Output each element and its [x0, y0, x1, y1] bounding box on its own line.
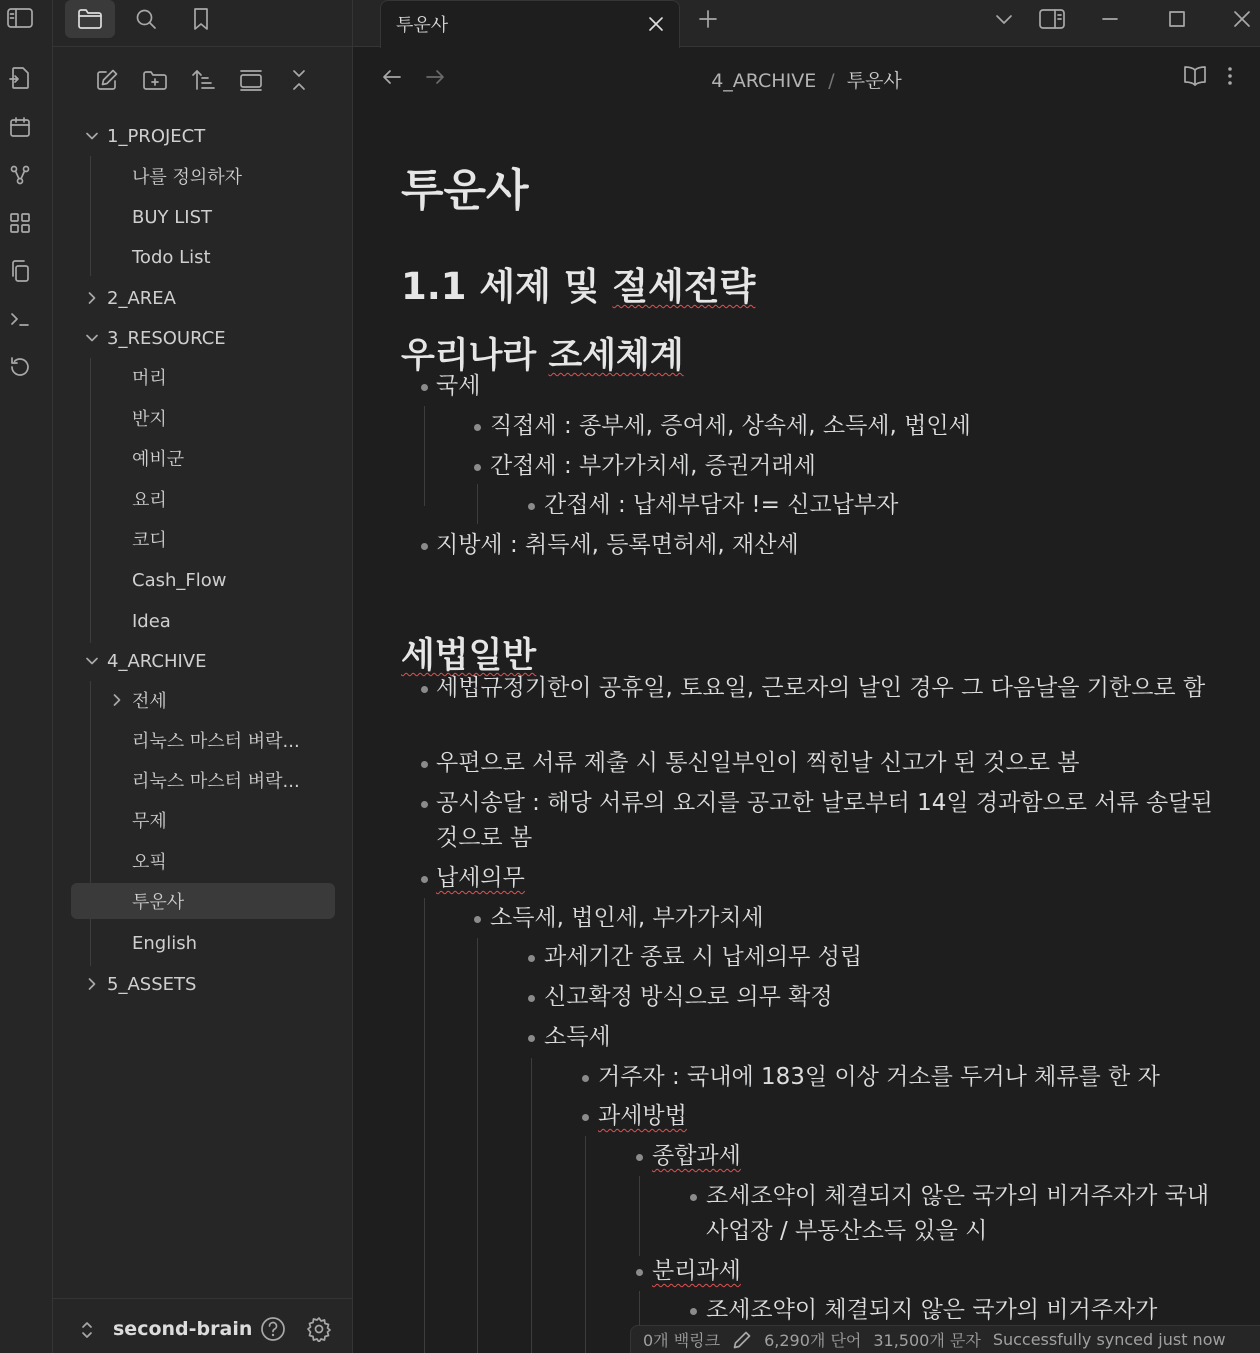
bullet	[421, 801, 428, 808]
bullet	[528, 1035, 535, 1042]
folder-label: 3_RESOURCE	[107, 327, 226, 349]
chevron-right-icon	[85, 291, 99, 305]
backlinks-count[interactable]: 0개 백링크	[643, 1331, 721, 1350]
graph-view-button[interactable]	[6, 161, 34, 189]
breadcrumb-folder[interactable]: 4_ARCHIVE	[711, 70, 817, 92]
chevron-right-icon	[110, 693, 124, 707]
sidebar-toggle-icon	[7, 7, 33, 29]
indent-guide	[424, 898, 425, 1353]
bookmark-icon	[190, 7, 212, 31]
sync-status[interactable]: Successfully synced just now	[992, 1330, 1226, 1349]
breadcrumb-separator: /	[828, 70, 835, 92]
file-item[interactable]	[132, 925, 197, 961]
list-item: 공시송달 : 해당 서류의 요지를 공고한 날로부터 14일 경과함으로 서류 송달된 것으로 봄	[436, 790, 1213, 851]
command-palette-button[interactable]	[6, 305, 34, 333]
list-item: 과세기간 종료 시 납세의무 성립	[544, 944, 863, 970]
bullet	[528, 955, 535, 962]
list-item: 지방세 : 취득세, 등록면허세, 재산세	[436, 532, 799, 558]
close-icon	[1233, 10, 1251, 28]
folder-jeonse[interactable]	[132, 682, 167, 718]
bullet	[528, 503, 535, 510]
list-item: 조세조약이 체결되지 않은 국가의 비거주자가 국내사업장 / 부동산소득 있을 시	[706, 1183, 1210, 1244]
indent-guide	[477, 484, 478, 524]
templates-button[interactable]	[6, 257, 34, 285]
file-item[interactable]	[132, 521, 167, 557]
file-item[interactable]	[132, 762, 300, 798]
word-count: 6,290개 단어	[764, 1331, 862, 1350]
indent-guide	[585, 1136, 586, 1353]
toggle-sidebar-button[interactable]	[6, 4, 34, 32]
list-item: 납세의무	[436, 865, 525, 891]
file-item[interactable]	[132, 440, 184, 476]
file-switch-icon	[8, 66, 32, 90]
close-window-button[interactable]	[1224, 4, 1260, 34]
list-item: 간접세 : 부가가치세, 증권거래세	[490, 453, 816, 479]
new-folder-button[interactable]	[140, 65, 170, 95]
file-item[interactable]	[132, 562, 226, 598]
file-label: 투운사	[132, 892, 185, 913]
file-label: 리눅스 마스터 벼락...	[132, 731, 300, 752]
canvas-button[interactable]	[6, 209, 34, 237]
file-label: Idea	[132, 610, 171, 632]
list-item: 분리과세	[652, 1258, 741, 1284]
chevron-right-icon	[85, 977, 99, 991]
bullet	[474, 916, 481, 923]
char-count: 31,500개 문자	[873, 1331, 981, 1350]
chevron-down-icon	[85, 654, 99, 668]
more-vertical-icon	[1225, 64, 1235, 88]
minimize-button[interactable]	[1092, 4, 1128, 34]
indent-guide	[531, 1058, 532, 1353]
file-label: 무제	[132, 811, 167, 832]
file-item[interactable]	[132, 843, 167, 879]
bullet	[636, 1269, 643, 1276]
plus-icon	[697, 8, 719, 30]
list-item: 국세	[436, 373, 481, 399]
calendar-icon	[8, 115, 32, 139]
bullet	[421, 384, 428, 391]
list-item: 과세방법	[598, 1103, 687, 1129]
layout-grid-icon	[8, 211, 32, 235]
file-label: 요리	[132, 490, 167, 511]
list-item: 간접세 : 납세부담자 != 신고납부자	[544, 492, 899, 518]
file-item[interactable]	[132, 400, 167, 436]
bullet	[582, 1114, 589, 1121]
indent-guide	[639, 1176, 640, 1256]
history-icon	[8, 355, 32, 379]
file-recovery-button[interactable]	[6, 353, 34, 381]
more-options-button[interactable]	[1225, 64, 1235, 88]
folder-3-resource[interactable]	[107, 320, 226, 356]
note-editor[interactable]	[353, 106, 1260, 1353]
reading-view-button[interactable]	[1182, 64, 1208, 88]
file-item[interactable]	[132, 722, 300, 758]
list-item: 종합과세	[652, 1143, 741, 1169]
vault-switcher-bar	[53, 1298, 353, 1353]
folder-2-area[interactable]	[107, 280, 176, 316]
file-item-active[interactable]	[71, 883, 335, 919]
file-item[interactable]	[132, 359, 167, 395]
toggle-right-sidebar-button[interactable]	[1034, 4, 1070, 34]
bullet	[582, 1075, 589, 1082]
tab-title: 투운사	[396, 15, 449, 36]
panel-icon	[238, 68, 264, 92]
file-label: English	[132, 932, 197, 954]
chevrons-up-down-icon[interactable]	[79, 1320, 95, 1340]
file-label: 오픽	[132, 852, 167, 873]
tab-bar	[353, 0, 1260, 47]
tab-files[interactable]	[65, 0, 115, 38]
list-item: 우편으로 서류 제출 시 통신일부인이 찍힌날 신고가 된 것으로 봄	[436, 750, 1080, 776]
graph-icon	[8, 163, 32, 187]
file-label: Cash_Flow	[132, 569, 227, 591]
file-label: Todo List	[132, 246, 211, 268]
tab-list-button[interactable]	[986, 4, 1022, 34]
bullet	[421, 761, 428, 768]
view-header	[353, 48, 1260, 106]
file-label: 나를 정의하자	[132, 167, 243, 188]
file-item[interactable]	[132, 158, 242, 194]
new-note-button[interactable]	[92, 65, 122, 95]
close-icon[interactable]	[647, 15, 665, 33]
folder-1-project[interactable]	[107, 118, 205, 154]
indent-guide	[424, 406, 425, 506]
folder-icon	[77, 8, 103, 30]
sidebar-tab-header	[53, 0, 353, 47]
list-item: 직접세 : 종부세, 증여세, 상속세, 소득세, 법인세	[490, 413, 971, 439]
bullet	[474, 464, 481, 471]
tree-guide	[90, 156, 91, 276]
collapse-all-button[interactable]	[284, 65, 314, 95]
chevron-down-icon	[994, 9, 1014, 29]
maximize-icon	[1168, 10, 1186, 28]
settings-gear-icon[interactable]	[306, 1316, 332, 1342]
file-label: 코디	[132, 530, 167, 551]
chevrons-collapse-icon	[287, 68, 311, 92]
folder-label: 5_ASSETS	[107, 973, 197, 995]
folder-label: 전세	[132, 691, 167, 712]
note-title: 투운사	[401, 165, 529, 216]
sort-button[interactable]	[188, 65, 218, 95]
folder-label: 4_ARCHIVE	[107, 650, 207, 672]
file-item[interactable]	[132, 481, 167, 517]
list-item: 소득세	[544, 1024, 611, 1050]
auto-reveal-button[interactable]	[236, 65, 266, 95]
maximize-button[interactable]	[1159, 4, 1195, 34]
folder-4-archive[interactable]	[107, 643, 206, 679]
terminal-icon	[8, 307, 32, 331]
list-item: 세법규정기한이 공휴일, 토요일, 근로자의 날인 경우 그 다음날을 기한으로 함	[436, 675, 1206, 701]
book-open-icon	[1182, 64, 1208, 88]
indent-guide	[477, 938, 478, 1353]
copy-icon	[8, 259, 32, 283]
folder-5-assets[interactable]	[107, 966, 196, 1002]
breadcrumb-file[interactable]: 투운사	[846, 70, 902, 92]
pencil-icon[interactable]	[732, 1330, 752, 1350]
list-item: 조세조약이 체결되지 않은 국가의 비거주자가	[706, 1297, 1158, 1323]
minimize-icon	[1101, 10, 1119, 28]
chevron-down-icon	[85, 129, 99, 143]
sort-ascending-icon	[190, 68, 216, 92]
breadcrumb	[353, 66, 1260, 93]
bullet	[474, 424, 481, 431]
file-label: 예비군	[132, 449, 185, 470]
search-icon	[134, 7, 158, 31]
bullet	[528, 995, 535, 1002]
file-item[interactable]	[132, 199, 212, 235]
file-item[interactable]	[132, 802, 167, 838]
edit-icon	[95, 68, 119, 92]
bullet	[421, 876, 428, 883]
help-icon[interactable]	[260, 1316, 286, 1342]
tree-guide	[90, 358, 91, 643]
heading-tax-law: 세법일반	[401, 636, 537, 676]
open-quick-switcher-button[interactable]	[6, 64, 34, 92]
tree-guide	[90, 681, 91, 966]
bullet	[421, 686, 428, 693]
chevron-down-icon	[85, 331, 99, 345]
new-tab-button[interactable]	[690, 4, 726, 34]
daily-notes-button[interactable]	[6, 113, 34, 141]
folder-label: 2_AREA	[107, 287, 176, 309]
file-label: 리눅스 마스터 벼락...	[132, 771, 300, 792]
heading-tax-strategy: 1.1 세제 및 절세전략	[401, 265, 756, 308]
ribbon	[0, 0, 53, 1353]
list-item: 거주자 : 국내에 183일 이상 거소를 두거나 체류를 한 자	[598, 1064, 1160, 1090]
status-bar	[630, 1325, 1260, 1353]
heading-tax-system: 우리나라 조세체계	[401, 336, 684, 376]
file-label: 머리	[132, 368, 167, 389]
bullet	[690, 1194, 697, 1201]
file-label: 반지	[132, 409, 167, 430]
file-item[interactable]	[132, 239, 211, 275]
file-item[interactable]	[132, 603, 171, 639]
tab-bookmarks[interactable]	[176, 0, 226, 38]
file-explorer-sidebar	[53, 0, 353, 1353]
list-item: 소득세, 법인세, 부가가치세	[490, 905, 764, 931]
bullet	[690, 1308, 697, 1315]
vault-name[interactable]: second-brain	[113, 1318, 253, 1340]
bullet	[636, 1154, 643, 1161]
folder-plus-icon	[142, 68, 168, 92]
tab-search[interactable]	[121, 0, 171, 38]
list-item: 신고확정 방식으로 의무 확정	[544, 984, 833, 1010]
sidebar-right-icon	[1039, 8, 1065, 30]
tab-active[interactable]	[380, 0, 680, 48]
file-label: BUY LIST	[132, 206, 212, 228]
bullet	[421, 543, 428, 550]
folder-label: 1_PROJECT	[107, 125, 206, 147]
